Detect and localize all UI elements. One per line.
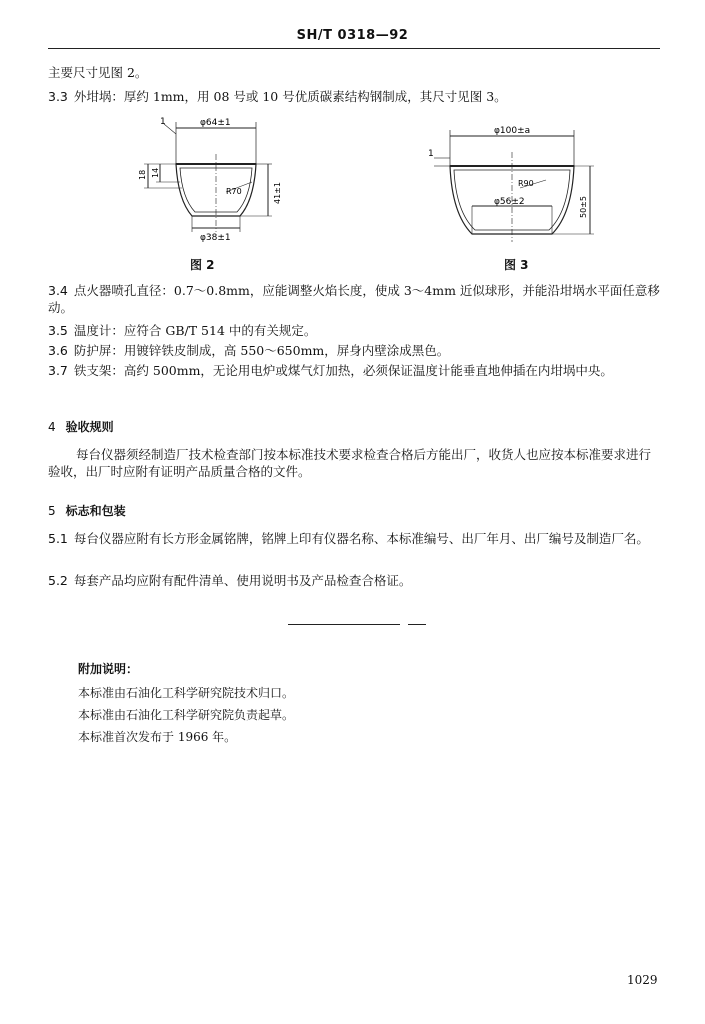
clause-3-7 [48, 362, 663, 379]
clause-number: 3.3 [48, 89, 68, 104]
fig3-dim-radius: R90 [518, 179, 534, 188]
section-title: 标志和包装 [65, 504, 126, 518]
note-title: 附加说明： [78, 662, 139, 676]
section-4-text: 每台仪器须经制造厂技术检查部门按本标准技术要求检查合格后方能出厂，收货人也应按本标准要求进行验收，出厂时应附有证明产品质量合格的文件。 [48, 447, 652, 479]
note-line: 本标准首次发布于 1966 年。 [78, 730, 237, 744]
note-line: 本标准由石油化工科学研究院负责起草。 [78, 708, 295, 722]
clause-text: 温度计：应符合 GB/T 514 中的有关规定。 [73, 323, 317, 338]
clause-number: 3.6 [48, 343, 68, 358]
section-4-body [48, 446, 663, 480]
fig3-dim-t: 1 [428, 149, 434, 159]
clause-3-3 [48, 88, 663, 105]
fig3-dim-top: φ100±a [494, 126, 531, 136]
paragraph-continuation [48, 64, 663, 81]
fig3-dim-height: 50±5 [579, 196, 588, 218]
fig2-dim-left-inner: 14 [151, 167, 160, 178]
figure-2-inner-crucible [120, 112, 290, 244]
section-4-heading [48, 418, 114, 435]
fig2-dim-radius: R70 [226, 187, 242, 196]
clause-3-4 [48, 282, 663, 316]
clause-text: 铁支架：高约 500mm，无论用电炉或煤气灯加热，必须保证温度计能垂直地伸插在内坩埚中央。 [73, 363, 613, 378]
fig2-dim-left-outer: 18 [138, 169, 147, 180]
clause-number: 3.7 [48, 363, 68, 378]
clause-number: 3.4 [48, 283, 68, 298]
paragraph-text: 主要尺寸见图 2。 [48, 65, 148, 80]
section-number: 5 [48, 504, 56, 518]
section-number: 4 [48, 420, 56, 434]
additional-note [78, 660, 294, 746]
clause-3-6 [48, 342, 663, 359]
header-rule [48, 48, 660, 49]
section-5-heading [48, 502, 126, 519]
fig2-dim-height: 41±1 [273, 182, 282, 204]
standard-code: SH/T 0318—92 [296, 28, 409, 43]
clause-text: 点火器喷孔直径：0.7～0.8mm，应能调整火焰长度，使成 3～4mm 近似球形，并能沿坩埚水平面任意移动。 [48, 283, 660, 315]
clause-number: 5.2 [48, 573, 68, 588]
fig2-dim-top: φ64±1 [200, 118, 231, 128]
clause-text: 每套产品均应附有配件清单、使用说明书及产品检查合格证。 [73, 573, 412, 588]
clause-text: 外坩埚：厚约 1mm，用 08 号或 10 号优质碳素结构钢制成，其尺寸见图 3。 [73, 89, 507, 104]
figure-3-outer-crucible [424, 122, 604, 246]
figure-2-caption: 图 2 [190, 258, 215, 272]
fig2-dim-bottom: φ38±1 [200, 233, 231, 243]
page-number: 1029 [627, 973, 658, 987]
figure-3-caption: 图 3 [504, 258, 529, 272]
note-line: 本标准由石油化工科学研究院技术归口。 [78, 686, 295, 700]
clause-text: 防护屏：用镀锌铁皮制成，高 550～650mm，屏身内壁涂成黑色。 [73, 343, 450, 358]
section-title: 验收规则 [65, 420, 114, 434]
clause-3-5 [48, 322, 663, 339]
end-rule-short [408, 624, 426, 625]
fig3-dim-bottom: φ56±2 [494, 197, 525, 207]
clause-number: 3.5 [48, 323, 68, 338]
clause-5-1 [48, 530, 663, 547]
clause-5-2 [48, 572, 663, 589]
fig2-dim-t: 1 [160, 117, 166, 127]
clause-text: 每台仪器应附有长方形金属铭牌，铭牌上印有仪器名称、本标准编号、出厂年月、出厂编号及制造厂名。 [73, 531, 649, 546]
end-rule-long [288, 624, 400, 625]
clause-number: 5.1 [48, 531, 68, 546]
